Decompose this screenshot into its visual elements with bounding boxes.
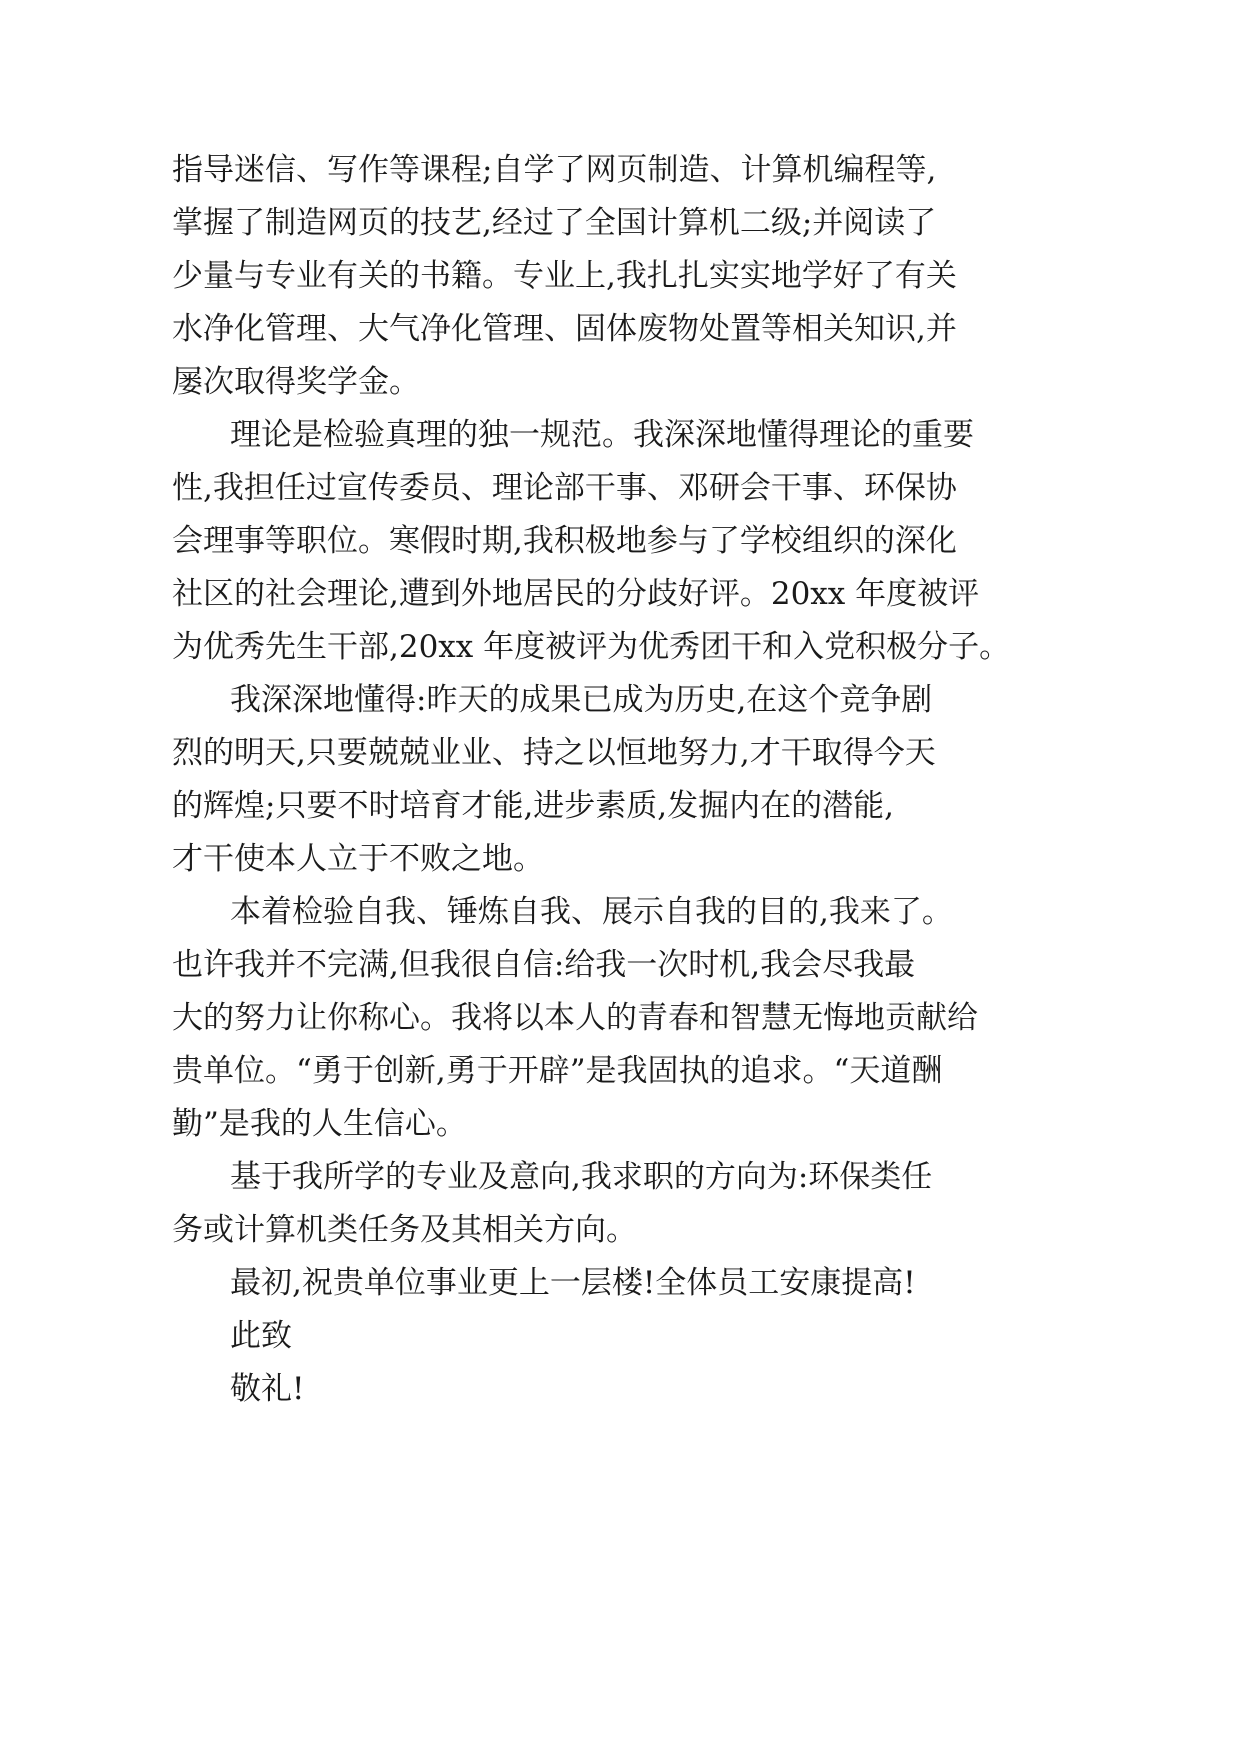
paragraph-4-line-5: 勤”是我的人生信心。 bbox=[172, 1106, 467, 1142]
paragraph-2-line-1: 理论是检验真理的独一规范。我深深地懂得理论的重要 bbox=[230, 417, 974, 453]
paragraph-5-line-1: 基于我所学的专业及意向,我求职的方向为:环保类任 bbox=[230, 1159, 933, 1195]
paragraph-4-line-4: 贵单位。“勇于创新,勇于开辟”是我固执的追求。“天道酬 bbox=[172, 1053, 943, 1089]
paragraph-5-line-2: 务或计算机类任务及其相关方向。 bbox=[172, 1212, 637, 1248]
paragraph-4-line-2: 也许我并不完满,但我很自信:给我一次时机,我会尽我最 bbox=[172, 947, 916, 983]
paragraph-2-line-3: 会理事等职位。寒假时期,我积极地参与了学校组织的深化 bbox=[172, 523, 957, 559]
paragraph-1-line-1: 指导迷信、写作等课程;自学了网页制造、计算机编程等, bbox=[172, 152, 937, 188]
paragraph-1-line-4: 水净化管理、大气净化管理、固体废物处置等相关知识,并 bbox=[172, 311, 957, 347]
paragraph-2-line-4: 社区的社会理论,遭到外地居民的分歧好评。20xx 年度被评 bbox=[172, 576, 980, 612]
paragraph-1-line-2: 掌握了制造网页的技艺,经过了全国计算机二级;并阅读了 bbox=[172, 205, 937, 241]
paragraph-3-line-4: 才干使本人立于不败之地。 bbox=[172, 841, 544, 877]
closing-wish: 最初,祝贵单位事业更上一层楼!全体员工安康提高! bbox=[230, 1265, 916, 1301]
paragraph-3-line-3: 的辉煌;只要不时培育才能,进步素质,发掘内在的潜能, bbox=[172, 788, 895, 824]
salutation-ci-zhi: 此致 bbox=[230, 1318, 292, 1354]
paragraph-1-line-5: 屡次取得奖学金。 bbox=[172, 364, 420, 400]
paragraph-1-line-3: 少量与专业有关的书籍。专业上,我扎扎实实地学好了有关 bbox=[172, 258, 957, 294]
paragraph-4-line-1: 本着检验自我、锤炼自我、展示自我的目的,我来了。 bbox=[230, 894, 953, 930]
paragraph-4-line-3: 大的努力让你称心。我将以本人的青春和智慧无悔地贡献给 bbox=[172, 1000, 978, 1036]
paragraph-2-line-2: 性,我担任过宣传委员、理论部干事、邓研会干事、环保协 bbox=[172, 470, 957, 506]
paragraph-3-line-1: 我深深地懂得:昨天的成果已成为历史,在这个竞争剧 bbox=[230, 682, 933, 718]
salutation-jing-li: 敬礼! bbox=[230, 1371, 305, 1407]
paragraph-3-line-2: 烈的明天,只要兢兢业业、持之以恒地努力,才干取得今天 bbox=[172, 735, 936, 771]
paragraph-2-line-5: 为优秀先生干部,20xx 年度被评为优秀团干和入党积极分子。 bbox=[172, 629, 1011, 665]
